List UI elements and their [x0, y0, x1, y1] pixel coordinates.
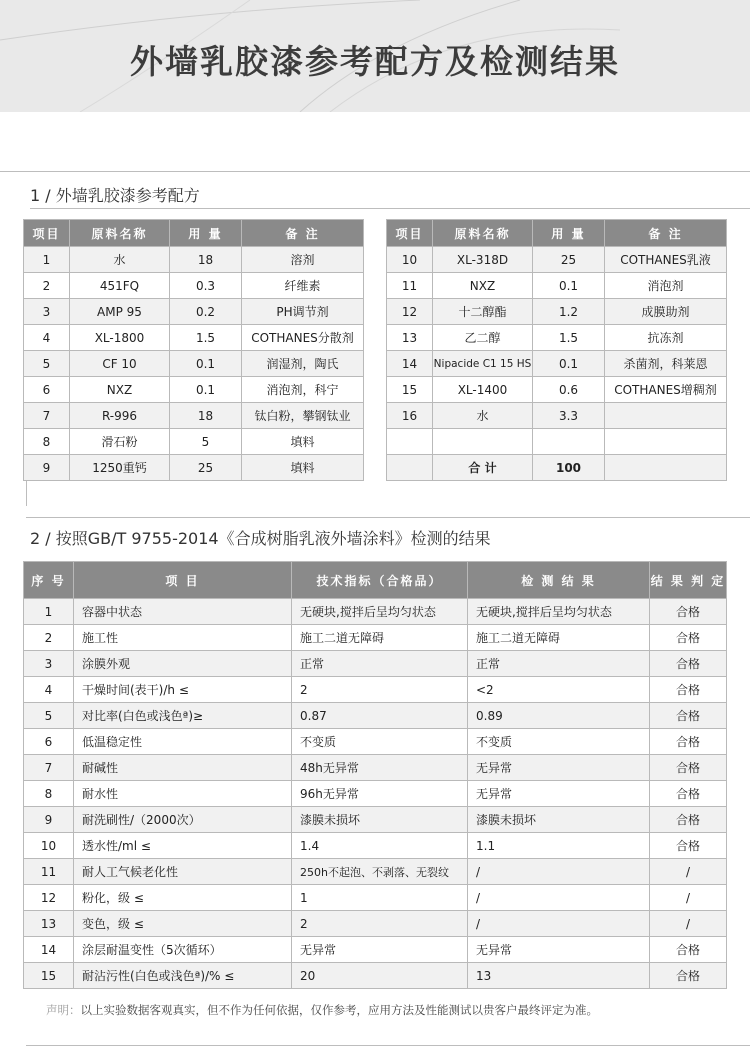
cell: 合格: [650, 833, 727, 859]
cell: /: [468, 885, 650, 911]
cell: 1.5: [170, 325, 242, 351]
cell: 不变质: [468, 729, 650, 755]
cell: 9: [24, 455, 70, 481]
table-row: [24, 729, 727, 755]
cell: XL-318D: [433, 247, 533, 273]
cell: 20: [292, 963, 468, 989]
cell: CF 10: [70, 351, 170, 377]
cell: /: [650, 859, 727, 885]
table-row: [24, 859, 727, 885]
cell: 0.87: [292, 703, 468, 729]
col-header: 技术指标（合格品）: [292, 562, 468, 599]
cell: COTHANES乳液: [605, 247, 727, 273]
cell: 3.3: [533, 403, 605, 429]
cell: 0.89: [468, 703, 650, 729]
cell: 2: [292, 911, 468, 937]
cell: 6: [24, 377, 70, 403]
cell: 水: [70, 247, 170, 273]
table-row: [24, 677, 727, 703]
cell: 3: [24, 651, 74, 677]
section1-title: 1 / 外墙乳胶漆参考配方: [30, 186, 200, 205]
cell: 5: [170, 429, 242, 455]
cell: Nipacide C1 15 HS: [433, 351, 533, 377]
table-row: [24, 807, 727, 833]
cell: 0.1: [533, 273, 605, 299]
cell: 无异常: [468, 937, 650, 963]
cell: 施工二道无障碍: [468, 625, 650, 651]
total-label: 合 计: [433, 455, 533, 481]
cell: 5: [24, 703, 74, 729]
cell: 正常: [292, 651, 468, 677]
cell: 耐水性: [74, 781, 292, 807]
cell: 水: [433, 403, 533, 429]
cell: XL-1400: [433, 377, 533, 403]
table-row: [24, 599, 727, 625]
cell: NXZ: [70, 377, 170, 403]
col-header: 备 注: [242, 220, 364, 247]
cell: 96h无异常: [292, 781, 468, 807]
cell: 25: [170, 455, 242, 481]
cell: [387, 455, 433, 481]
cell: 8: [24, 429, 70, 455]
col-header: 项目: [24, 220, 70, 247]
cell: 7: [24, 403, 70, 429]
cell: 合格: [650, 937, 727, 963]
table-row: [387, 325, 727, 351]
cell: [605, 455, 727, 481]
section1-underline: [30, 208, 750, 209]
table-header-row: [24, 562, 727, 599]
cell: 合格: [650, 599, 727, 625]
cell: 不变质: [292, 729, 468, 755]
cell: 0.6: [533, 377, 605, 403]
formula-table-right: [386, 219, 727, 481]
footer-divider: [26, 1045, 750, 1046]
table-row: [24, 911, 727, 937]
cell: 12: [24, 885, 74, 911]
cell: 0.2: [170, 299, 242, 325]
cell: 润湿剂，陶氏: [242, 351, 364, 377]
table-row: [24, 351, 364, 377]
cell: 0.1: [170, 351, 242, 377]
cell: 溶剂: [242, 247, 364, 273]
table-row: [24, 703, 727, 729]
cell: 耐洗刷性/（2000次）: [74, 807, 292, 833]
total-row: [387, 455, 727, 481]
cell: 25: [533, 247, 605, 273]
cell: /: [650, 911, 727, 937]
cell: 无硬块,搅拌后呈均匀状态: [468, 599, 650, 625]
table-row: [24, 429, 364, 455]
section-divider: [26, 517, 750, 518]
table-row: [24, 299, 364, 325]
cell: 1.2: [533, 299, 605, 325]
cell: 涂膜外观: [74, 651, 292, 677]
cell: 漆膜未损坏: [292, 807, 468, 833]
table-row: [387, 429, 727, 455]
table-row: [24, 247, 364, 273]
cell: 5: [24, 351, 70, 377]
cell: 漆膜未损坏: [468, 807, 650, 833]
cell: 1250重钙: [70, 455, 170, 481]
table-row: [387, 351, 727, 377]
cell: 抗冻剂: [605, 325, 727, 351]
cell: 1: [24, 599, 74, 625]
cell: 合格: [650, 651, 727, 677]
table-header-row: [24, 220, 364, 247]
cell: PH调节剂: [242, 299, 364, 325]
cell: 消泡剂: [605, 273, 727, 299]
cell: [533, 429, 605, 455]
cell: 2: [24, 625, 74, 651]
cell: 1: [292, 885, 468, 911]
cell: 15: [387, 377, 433, 403]
cell: /: [650, 885, 727, 911]
cell: 7: [24, 755, 74, 781]
cell: 透水性/ml ≤: [74, 833, 292, 859]
cell: 11: [24, 859, 74, 885]
cell: 14: [387, 351, 433, 377]
cell: 合格: [650, 807, 727, 833]
cell: 乙二醇: [433, 325, 533, 351]
col-header: 项目: [387, 220, 433, 247]
cell: 干燥时间(表干)/h ≤: [74, 677, 292, 703]
cell: 4: [24, 677, 74, 703]
cell: 1: [24, 247, 70, 273]
cell: 48h无异常: [292, 755, 468, 781]
cell: 11: [387, 273, 433, 299]
cell: <2: [468, 677, 650, 703]
cell: NXZ: [433, 273, 533, 299]
cell: 耐碱性: [74, 755, 292, 781]
cell: 耐人工气候老化性: [74, 859, 292, 885]
disclaimer-text: 以上实验数据客观真实，但不作为任何依据，仅作参考，应用方法及性能测试以贵客户最终评定为准。: [80, 1003, 598, 1017]
table-row: [387, 299, 727, 325]
table-row: [387, 377, 727, 403]
col-header: 用 量: [533, 220, 605, 247]
table-row: [24, 885, 727, 911]
table-row: [24, 963, 727, 989]
table-row: [387, 403, 727, 429]
cell: [433, 429, 533, 455]
formula-table-left: [23, 219, 364, 481]
cell: 消泡剂，科宁: [242, 377, 364, 403]
cell: 填料: [242, 429, 364, 455]
cell: 纤维素: [242, 273, 364, 299]
cell: 钛白粉，攀钢钛业: [242, 403, 364, 429]
cell: 无异常: [468, 781, 650, 807]
cell: COTHANES分散剂: [242, 325, 364, 351]
cell: 18: [170, 403, 242, 429]
cell: 0.1: [533, 351, 605, 377]
cell: 正常: [468, 651, 650, 677]
cell: /: [468, 859, 650, 885]
col-header: 检 测 结 果: [468, 562, 650, 599]
cell: 填料: [242, 455, 364, 481]
cell: 合格: [650, 729, 727, 755]
cell: 低温稳定性: [74, 729, 292, 755]
table-row: [24, 755, 727, 781]
col-header: 结 果 判 定: [650, 562, 727, 599]
cell: 451FQ: [70, 273, 170, 299]
cell: 1.1: [468, 833, 650, 859]
cell: 1.5: [533, 325, 605, 351]
cell: 施工二道无障碍: [292, 625, 468, 651]
cell: COTHANES增稠剂: [605, 377, 727, 403]
cell: 12: [387, 299, 433, 325]
cell: 合格: [650, 755, 727, 781]
table-row: [24, 833, 727, 859]
cell: 0.1: [170, 377, 242, 403]
cell: 合格: [650, 963, 727, 989]
cell: 滑石粉: [70, 429, 170, 455]
cell: 合格: [650, 625, 727, 651]
table-row: [24, 781, 727, 807]
cell: 粉化，级 ≤: [74, 885, 292, 911]
cell: 9: [24, 807, 74, 833]
cell: 耐沾污性(白色或浅色ª)/% ≤: [74, 963, 292, 989]
table-row: [387, 273, 727, 299]
table-header-row: [387, 220, 727, 247]
cell: R-996: [70, 403, 170, 429]
table-row: [24, 937, 727, 963]
col-header: 原料名称: [433, 220, 533, 247]
total-value: 100: [533, 455, 605, 481]
table-row: [24, 325, 364, 351]
table-row: [24, 377, 364, 403]
page-title: 外墙乳胶漆参考配方及检测结果: [130, 42, 620, 81]
section2-title: 2 / 按照GB/T 9755-2014《合成树脂乳液外墙涂料》检测的结果: [30, 529, 491, 548]
cell: 无异常: [468, 755, 650, 781]
cell: 18: [170, 247, 242, 273]
table-row: [24, 455, 364, 481]
cell: 2: [24, 273, 70, 299]
cell: 3: [24, 299, 70, 325]
cell: 容器中状态: [74, 599, 292, 625]
cell: 6: [24, 729, 74, 755]
col-header: 备 注: [605, 220, 727, 247]
header-banner: [0, 0, 750, 112]
cell: 无异常: [292, 937, 468, 963]
cell: 10: [24, 833, 74, 859]
cell: 1.4: [292, 833, 468, 859]
cell: 十二醇酯: [433, 299, 533, 325]
disclaimer-label: 声明：: [46, 1003, 81, 1017]
table-row: [24, 651, 727, 677]
cell: 合格: [650, 703, 727, 729]
cell: 13: [468, 963, 650, 989]
col-header: 原料名称: [70, 220, 170, 247]
cell: /: [468, 911, 650, 937]
disclaimer: [46, 1002, 598, 1018]
cell: [387, 429, 433, 455]
cell: 15: [24, 963, 74, 989]
cell: 成膜助剂: [605, 299, 727, 325]
section-divider: [0, 171, 750, 172]
cell: 变色，级 ≤: [74, 911, 292, 937]
cell: 对比率(白色或浅色ª)≥: [74, 703, 292, 729]
decorative-tick: [26, 481, 27, 506]
cell: [605, 429, 727, 455]
cell: 杀菌剂，科莱恩: [605, 351, 727, 377]
cell: 10: [387, 247, 433, 273]
cell: 0.3: [170, 273, 242, 299]
table-row: [24, 625, 727, 651]
cell: 合格: [650, 781, 727, 807]
cell: 施工性: [74, 625, 292, 651]
cell: 2: [292, 677, 468, 703]
table-row: [24, 273, 364, 299]
cell: 250h不起泡、不剥落、无裂纹: [292, 859, 468, 885]
table-row: [387, 247, 727, 273]
cell: 涂层耐温变性（5次循环）: [74, 937, 292, 963]
cell: 14: [24, 937, 74, 963]
cell: [605, 403, 727, 429]
table-row: [24, 403, 364, 429]
cell: 13: [24, 911, 74, 937]
cell: 8: [24, 781, 74, 807]
cell: 合格: [650, 677, 727, 703]
col-header: 序 号: [24, 562, 74, 599]
cell: 13: [387, 325, 433, 351]
cell: XL-1800: [70, 325, 170, 351]
cell: AMP 95: [70, 299, 170, 325]
cell: 16: [387, 403, 433, 429]
col-header: 项 目: [74, 562, 292, 599]
cell: 无硬块,搅拌后呈均匀状态: [292, 599, 468, 625]
col-header: 用 量: [170, 220, 242, 247]
test-results-table: [23, 561, 727, 989]
cell: 4: [24, 325, 70, 351]
